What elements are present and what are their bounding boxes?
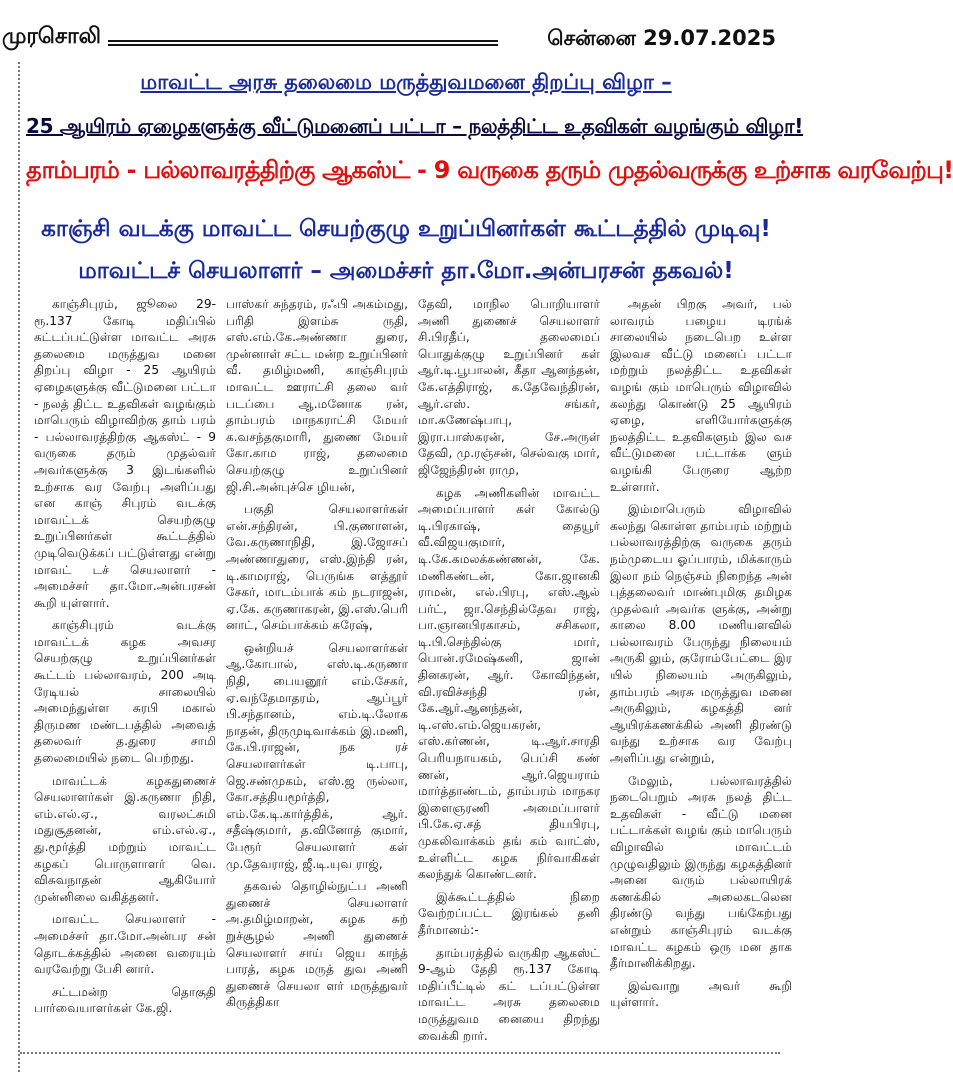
paragraph: சட்டமன்ற தொகுதி பார்வையாளர்கள் கே.ஜி. — [34, 984, 216, 1016]
paragraph: இக்கூட்டத்தில் நிறை வேற்றப்பட்ட இரங்கல் தனி தீர்மானம்:- — [418, 889, 600, 937]
paragraph: பாஸ்கர் சுந்தரம், ரஃபி அகம்மது, பரிதி இளம்சு ருதி, எஸ்.எம்.கே.அண்ணா துரை, முன்னாள் சட்ட மன்ற உறுப்பினர் வீ. தமிழ்மணி, காஞ்சிபுரம் மாவட்ட ஊராட்சி தலை வர் படப்பை ஆ.மனோக ரன், தாம்பரம் மாநகராட்சி மேயர் க.வசந்தகுமாரி, துணை மேயர் கோ.காம ராஜ், தலைமை செயற்குழு உறுப்பினர் ஜி.சி.அன்புச்செ ழியன், — [226, 297, 408, 494]
paragraph: கழக அணிகளின் மாவட்ட அமைப்பாளர் கள் கோல்டு டி.பிரகாஷ், தையூர் வீ.விஜயகுமார், டி.கே.கமலக்கண்ணன், கே. மணிகண்டன், கோ.ஜானகி ராமன், எல்.பிரபு, எஸ்.ஆல் பர்ட், ஜா.செந்தில்தேவ ராஜ், பா.ஞானபிரகாசம், சசிகலா, டி.பி.செந்தில்கு மார், பொன்.ரமேஷ்கனி, ஜான் தினகரன், ஆர். கோவிந்தன், வி.ரவிச்சந்தி ரன், கே.ஆர்.ஆனந்தன், டி.எஸ்.எம்.ஜெயகரன், எஸ்.கர்ணன், டி.ஆர்.சாரதி பெரியநாயகம், பெப்சி கண் ணன், ஆர்.ஜெயராம் மார்த்தாண்டம், தாம்பரம் மாநகர இளைஞரணி அமைப்பாளர் பி.கே.ஏ.சத் தியபிரபு, முகலிவாக்கம் தங் கம் வாட்ஸ், உள்ளிட்ட கழக நிர்வாகிகள் கலந்துக் கொண்டனர். — [418, 485, 600, 882]
newspaper-name: முரசொலி — [2, 24, 101, 49]
paragraph: மேலும், பல்லாவரத்தில் நடைபெறும் அரசு நலத் திட்ட உதவிகள் - வீட்டு மனை பட்டாக்கள் வழங் கும் மாபெரும் விழாவில் மாவட்டம் முழுவதிலும் இருந்து கழகத்தினர் அனை வரும் பல்லாயிரக் கணக்கில் அலைகடலென திரண்டு வந்து பங்கேற்பது என்றும் காஞ்சிபுரம் வடக்கு மாவட்ட கழகம் ஒரு மன தாக தீர்மானிக்கிறது. — [610, 773, 792, 971]
paragraph: தாம்பரத்தில் வருகிற ஆகஸ்ட் 9-ஆம் தேதி ரூ.137 கோடி மதிப்பீட்டில் கட் டப்பட்டுள்ள மாவட்ட அரசு தலைமை மருத்துவம னையை திறந்து வைக்கி றார். — [418, 945, 600, 1043]
paragraph: மாவட்டக் கழகதுணைச் செயலாளர்கள் இ.கருணா நிதி, எம்.எல்.ஏ., வரலட்சுமி மதுசூதனன், எம்.எல்.ஏ., து.மூர்த்தி மற்றும் மாவட்ட கழகப் பொருளாளர் வெ. விசுவநாதன் ஆகியோர் முன்னிலை வகித்தனர். — [34, 773, 216, 904]
paragraph: இம்மாபெரும் விழாவில் கலந்து கொள்ள தாம்பரம் மற்றும் பல்லாவரத்திற்கு வருகை தரும் நம்முடைய ஓப்பாரம், மிக்காரும் இலா நம் நெஞ்சம் நிறைந்த அன் புத்தலைவர் மாண்புமிகு தமிழக முதல்வர் அவர்க ளுக்கு, அன்று காலை 8.00 மணியளவில் பல்லாவரம் பேருந்து நிலையம் அருகி லும், குரோம்பேட்டை இர யில் நிலையம் அருகிலும், தாம்பரம் அரசு மருத்துவ மனை அருகிலும், கழகத்தி னர் ஆயிரக்கணக்கில் அணி திரண்டு வந்து உற்சாக வர வேற்பு அளிப்பது என்றும், — [610, 502, 792, 766]
kicker-headline: மாவட்ட அரசு தலைமை மருத்துவமனை திறப்பு விழா – — [140, 70, 672, 94]
article-column-3 — [418, 296, 600, 1052]
paragraph: தேவி, மாநில பொறியாளர் அணி துணைச் செயலாளர் சி.பிரதீப், தலைமைப் பொதுக்குழு உறுப்பினர் கள் ஆர்.டி.பூபாலன், கீதா ஆனந்தன், கே.எத்திராஜ், க.தேவேந்திரன், ஆர்.எஸ். சங்கர், மா.கணேஷ்பாபு, இரா.பாஸ்கரன், சே.அருள் தேவி, மு.ரஞ்சன், செல்வகு மார், ஜிஜேந்திரன் ராமு, — [418, 297, 600, 477]
paragraph: காஞ்சிபுரம் வடக்கு மாவட்டக் கழக அவசர செயற்குழு உறுப்பினர்கள் கூட்டம் பல்லாவரம், 200 அடி ரேடியல் சாலையில் அமைந்துள்ள சுரபி மகால் திருமண மண்டபத்தில் அவைத் தலைவர் த.துரை சாமி தலைமையில் நடை பெற்றது. — [34, 618, 216, 766]
subhead-headline: 25 ஆயிரம் ஏழைகளுக்கு வீட்டுமனைப் பட்டா – நலத்திட்ட உதவிகள் வழங்கும் விழா! — [26, 114, 804, 138]
deck-line-1: காஞ்சி வடக்கு மாவட்ட செயற்குழு உறுப்பினர்கள் கூட்டத்தில் முடிவு! — [41, 216, 771, 242]
paragraph: இவ்வாறு அவர் கூறி யுள்ளார். — [610, 978, 792, 1010]
bottom-divider — [20, 1052, 780, 1054]
paragraph: காஞ்சிபுரம், ஜூலை 29- ரூ.137 கோடி மதிப்பில் கட்டப்பட்டுள்ள மாவட்ட அரசு தலைமை மருத்துவ மனை திறப்பு விழா - 25 ஆயிரம் ஏழைகளுக்கு வீட்டுமனை பட்டா - நலத் திட்ட உதவிகள் வழங்கும் மாபெரும் விழாவிற்கு தாம் பரம் - பல்லாவரத்திற்கு ஆகஸ்ட் - 9 வருகை தரும் முதல்வர் அவர்களுக்கு 3 இடங்களில் உற்சாக வர வேற்பு அளிப்பது என காஞ் சிபுரம் வடக்கு மாவட்டக் செயற்குழு உறுப்பினர்கள் கூட்டத்தில் முடிவெடுக்கப் பட்டுள்ளது என்று மாவட் டச் செயலாளர் - அமைச்சர் தா.மோ.அன்பரசன் கூறி யுள்ளார். — [34, 297, 216, 610]
article-column-1 — [34, 296, 216, 1052]
article-column-2 — [226, 296, 408, 1052]
paragraph: மாவட்ட செயலாளர் - அமைச்சர் தா.மோ.அன்பர சன் தொடக்கத்தில் அனை வரையும் வரவேற்று பேசி னார். — [34, 912, 216, 977]
paragraph: பகுதி செயலாளர்கள் என்.சந்திரன், பி.குணாளன், வே.கருணாநிதி, இ.ஜோசப் அண்ணாதுரை, எஸ்.இந்தி ரன், டி.காமராஜ், பெருங்க ளத்தூர் சேகர், மாடம்பாக் கம் நடராஜன், ஏ.கே. கருணாகரன், இ.எஸ்.பெரி னாட், செம்பாக்கம் சுரேஷ், — [226, 502, 408, 633]
left-column-divider — [18, 62, 20, 1072]
article-column-4 — [610, 296, 792, 1052]
deck-line-2: மாவட்டச் செயலாளர் – அமைச்சர் தா.மோ.அன்பரசன் தகவல்! — [78, 258, 734, 284]
article-body — [26, 296, 792, 1052]
paragraph: ஒன்றியச் செயலாளர்கள் ஆ.கோபால், எஸ்.டி.கருணா நிதி, பையனூர் எம்.சேகர், ஏ.வந்தேமாதரம், ஆப்பூர் பி.சந்தானம், எம்.டி.லோக நாதன், திருமுடிவாக்கம் இ.மணி, கே.பி.ராஜன், நக ரச் செயலாளர்கள் டி.பாபு, ஜெ.சண்முகம், எஸ்.ஜ ருல்லா, கோ.சத்தியமூர்த்தி, எம்.கே.டி.கார்த்திக், ஆர். சதீஷ்குமார், த.வினோத் குமார், பேரூர் செயலாளர் கள் மு.தேவராஜ், ஜீ.டி.யுவ ராஜ், — [226, 640, 408, 871]
paragraph: அதன் பிறகு அவர், பல் லாவரம் பழைய டிரங்க் சாலையில் நடைபெற உள்ள இலவச வீட்டு மனைப் பட்டா மற்றும் நலத்திட்ட உதவிகள் வழங் கும் மாபெரும் விழாவில் கலந்து கொண்டு 25 ஆயிரம் ஏழை, எளியோர்களுக்கு நலத்திட்ட உதவிகளும் இல வச வீட்டுமனை பட்டாக்க ளும் வழங்கி பேருரை ஆற்ற உள்ளார். — [610, 297, 792, 494]
edition-date: சென்னை 29.07.2025 — [547, 26, 776, 50]
paragraph: தகவல் தொழில்நுட்ப அணி துணைச் செயலாளர் அ.தமிழ்மாறன், கழக சுற் றுச்சூழல் அணி துணைச் செயலாளர் சாய் ஜெய காந்த் பாரத், கழக மருத் துவ அணி துணைச் செயலா ளர் மருத்துவர் கிருத்திகா — [226, 879, 408, 1010]
main-headline: தாம்பரம் - பல்லாவரத்திற்கு ஆகஸ்ட் - 9 வருகை தரும் முதல்வருக்கு உற்சாக வரவேற்பு! — [26, 156, 953, 184]
page-header — [0, 18, 800, 62]
header-rule — [108, 40, 498, 46]
